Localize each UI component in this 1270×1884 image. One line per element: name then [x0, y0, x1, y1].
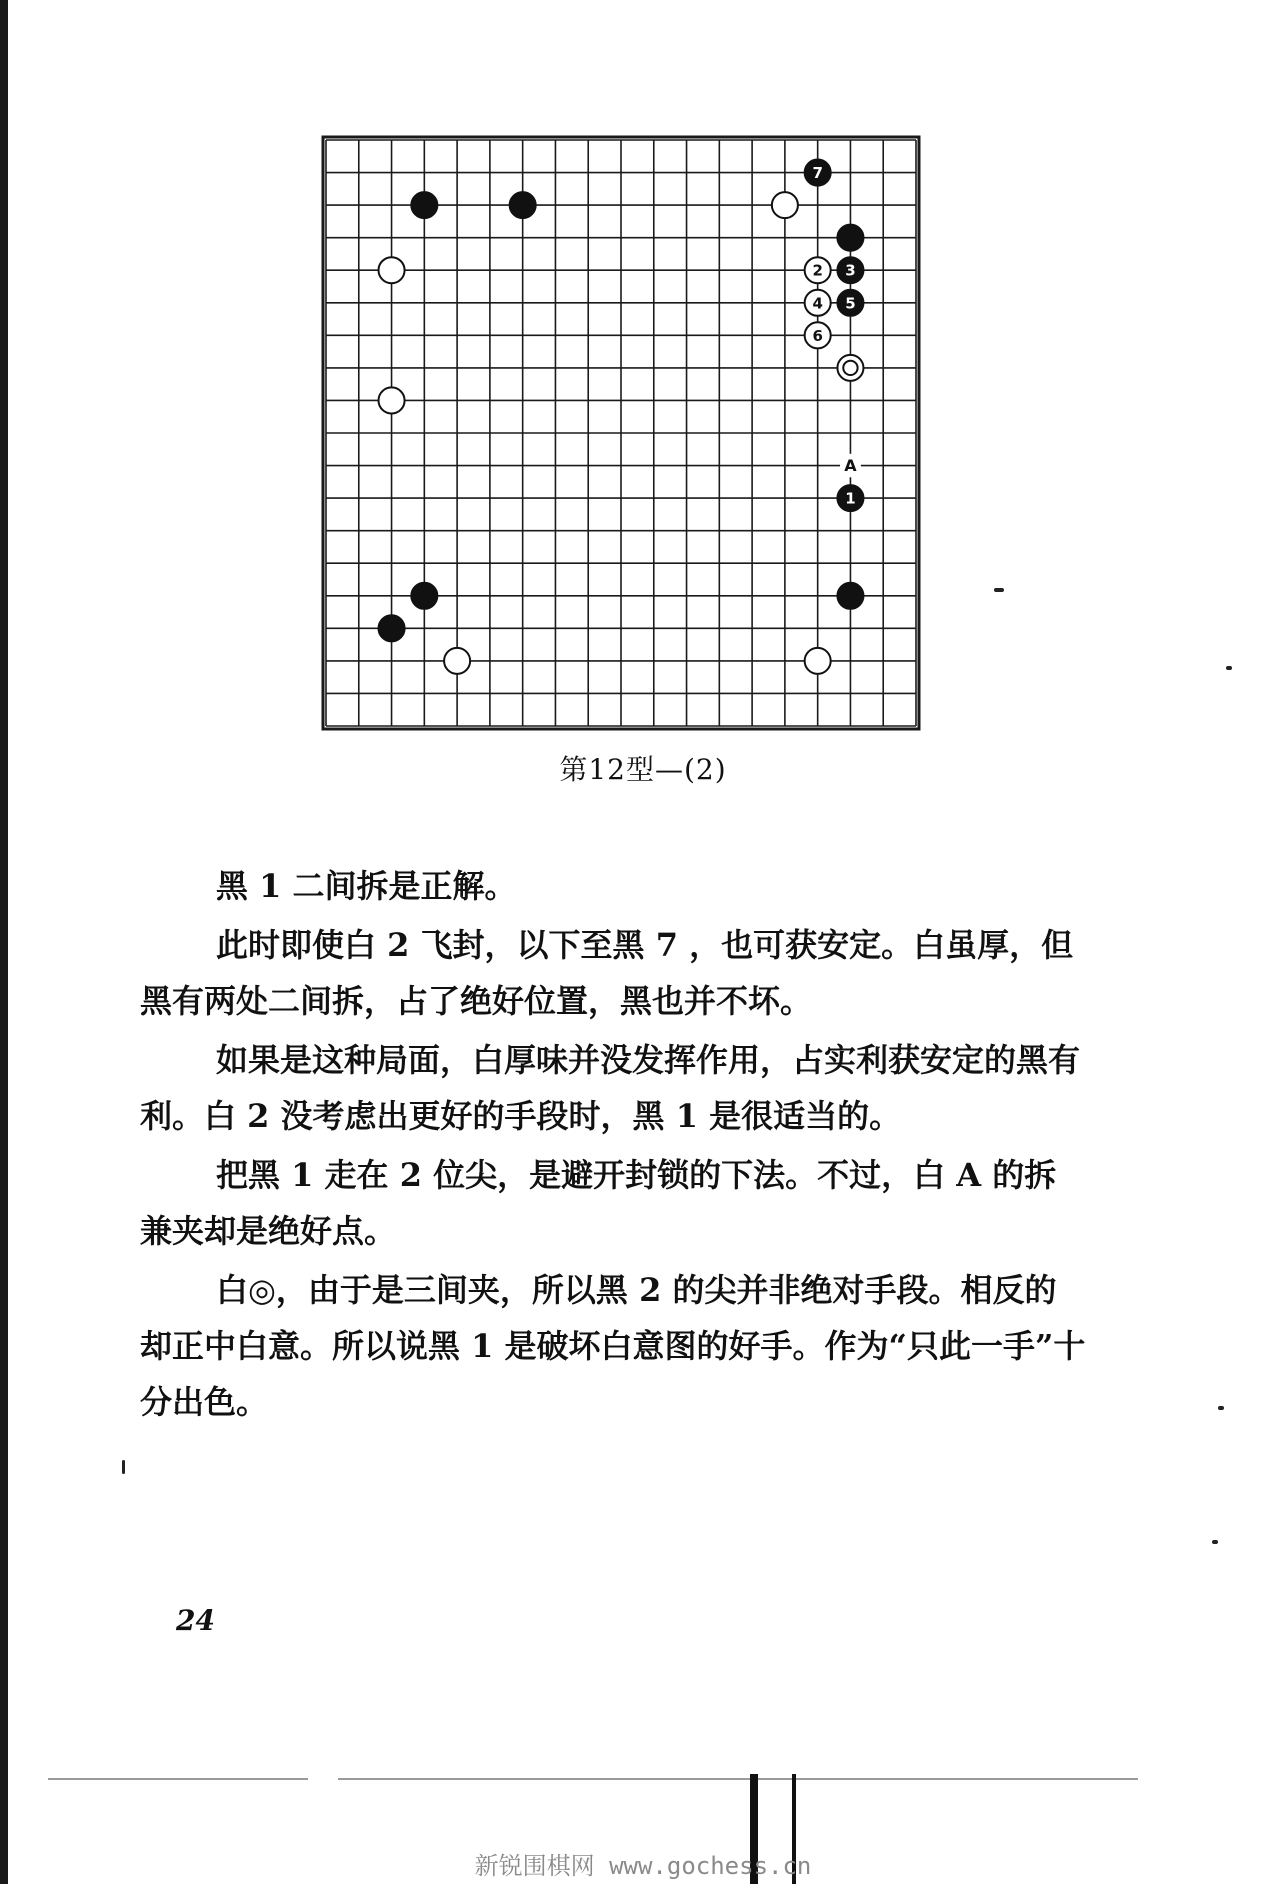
black-stone	[411, 192, 437, 218]
marked-white-stone	[837, 355, 863, 381]
scan-speck	[1226, 666, 1232, 670]
white-stone	[379, 387, 405, 413]
black-stone	[411, 583, 437, 609]
black-stone	[379, 615, 405, 641]
paragraph: 把黑 1 走在 2 位尖，是避开封锁的下法。不过，白 A 的拆兼夹却是绝好点。	[140, 1156, 1057, 1250]
move-number-label: 4	[812, 294, 823, 313]
commentary-text	[140, 858, 1088, 1430]
point-label: A	[844, 456, 857, 476]
scan-speck	[122, 1460, 125, 1474]
white-stone	[805, 648, 831, 674]
paragraph: 此时即使白 2 飞封，以下至黑 7 ，也可获安定。白虽厚，但黑有两处二间拆，占了绝好位置，黑也并不坏。	[140, 926, 1074, 1020]
paragraph: 如果是这种局面，白厚味并没发挥作用，占实利获安定的黑有利。白 2 没考虑出更好的手段时，黑 1 是很适当的。	[140, 1041, 1081, 1135]
move-number-label: 3	[845, 261, 856, 280]
white-stone	[772, 192, 798, 218]
move-number-label: 2	[812, 261, 823, 280]
paragraph: 黑 1 二间拆是正解。	[216, 867, 517, 905]
paragraph: 白◎，由于是三间夹，所以黑 2 的尖并非绝对手段。相反的却正中白意。所以说黑 1 是破坏白意图的好手。作为“只此一手”十分出色。	[140, 1271, 1086, 1421]
move-number-label: 6	[812, 326, 823, 345]
black-stone	[510, 192, 536, 218]
white-stone	[444, 648, 470, 674]
move-number-label: 7	[812, 164, 823, 183]
scan-speck	[994, 588, 1004, 592]
site-watermark: 新锐围棋网 www.gochess.cn	[474, 1852, 812, 1880]
page-number: 24	[176, 1604, 215, 1637]
move-number-label: 5	[845, 294, 856, 313]
black-stone	[837, 583, 863, 609]
move-number-label: 1	[845, 489, 856, 508]
diagram-caption: 第12型—(2)	[559, 753, 727, 786]
scan-speck	[1212, 1540, 1218, 1544]
black-stone	[837, 225, 863, 251]
scan-artifact-line	[338, 1778, 1138, 1780]
scan-artifact-line	[48, 1778, 308, 1780]
scan-speck	[1218, 1406, 1224, 1410]
white-stone	[379, 257, 405, 283]
